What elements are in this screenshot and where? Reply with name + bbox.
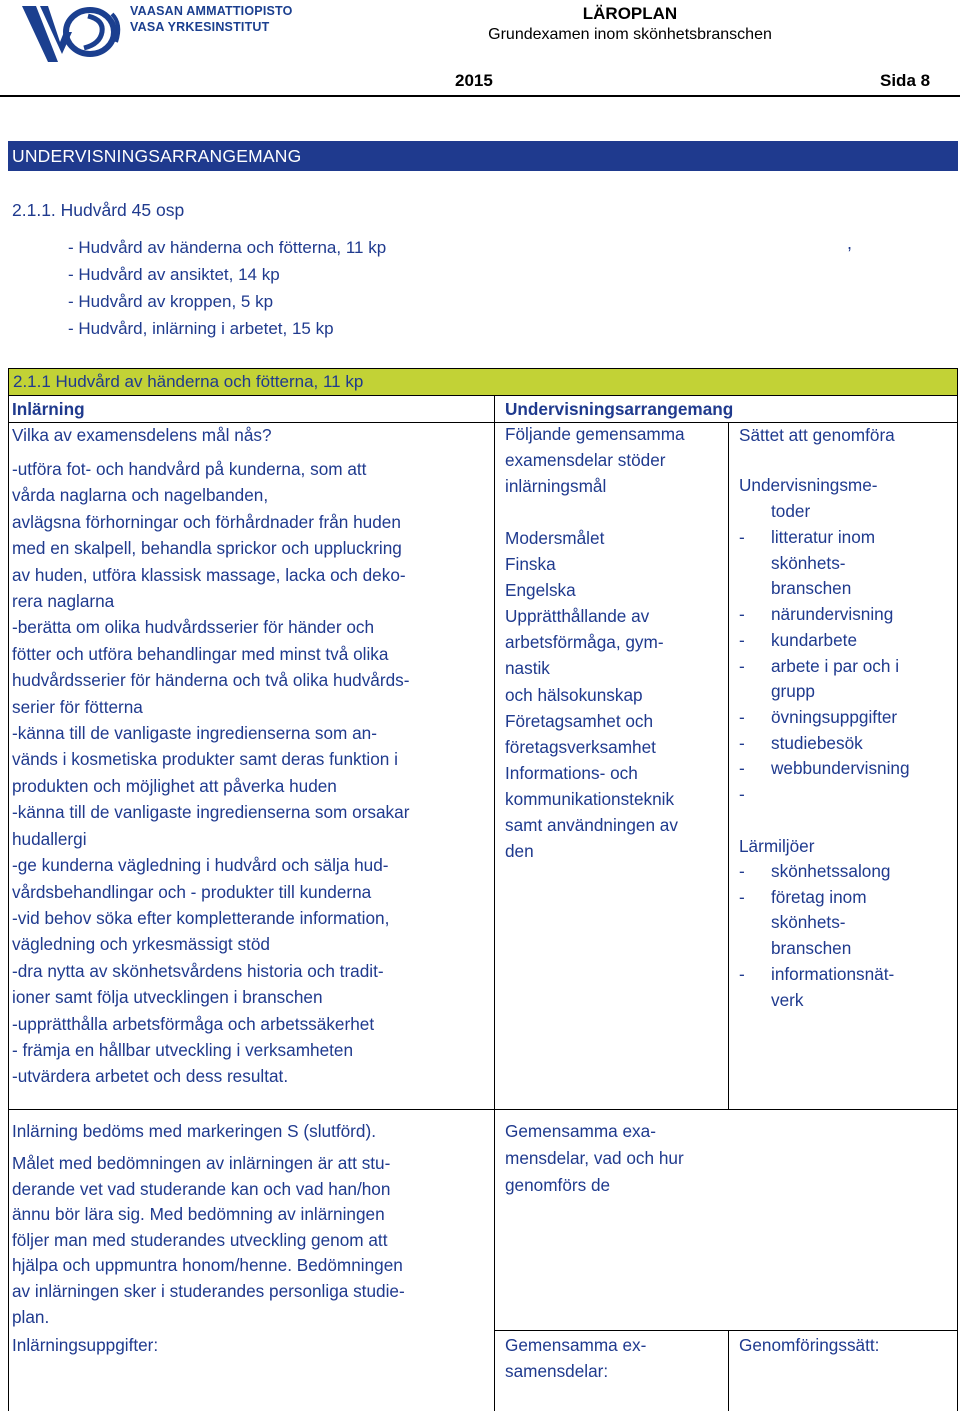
- goal-line: -ge kunderna vägledning i hudvård och sälja hud-: [12, 855, 389, 876]
- subject-line: kommunikationsteknik: [505, 788, 675, 809]
- goal-line: ioner samt följa utvecklingen i branschen: [12, 987, 323, 1008]
- table-divider-vertical: [728, 422, 729, 1110]
- goal-line: -utföra fot- och handvård på kunderna, som att: [12, 459, 367, 479]
- assessment-marking: Inlärning bedöms med markeringen S (slutförd).: [12, 1121, 376, 1141]
- assessment-line: följer man med studerandes utveckling genom att: [12, 1229, 388, 1250]
- goal-line: vänds i kosmetiska produkter samt deras funktion i: [12, 749, 398, 770]
- subject-line: samt användningen av: [505, 815, 678, 836]
- table-border-left: [8, 396, 9, 1411]
- environments-title: Lärmiljöer: [739, 836, 815, 856]
- goal-line: -dra nytta av skönhetsvårdens historia och tradit-: [12, 960, 384, 981]
- module-title-bar: [8, 368, 958, 396]
- assessment-common-parts: [505, 1118, 684, 1199]
- heading-line: inlärningsmål: [505, 475, 607, 496]
- common-parts-label: [505, 1332, 646, 1384]
- assessment-line: plan.: [12, 1306, 50, 1327]
- subsection-item: - Hudvård, inlärning i arbetet, 15 kp: [68, 319, 334, 338]
- document-subtitle: Grundexamen inom skönhetsbranschen: [488, 26, 772, 43]
- subject-line: Modersmålet: [505, 528, 605, 548]
- subject-line: den: [505, 841, 534, 862]
- assessment-paragraph: [12, 1151, 405, 1330]
- subject-line: Finska: [505, 554, 556, 575]
- goal-line: fötter och utföra behandlingar med minst två olika: [12, 643, 389, 664]
- method-item: - närundervisning: [739, 604, 894, 625]
- goal-line: rera naglarna: [12, 591, 115, 612]
- subject-line: nastik: [505, 658, 550, 679]
- goals-list: [12, 456, 409, 1090]
- methods-list: [739, 525, 910, 808]
- goal-line: hudallergi: [12, 828, 87, 849]
- assessment-mid-line: mensdelar, vad och hur: [505, 1148, 684, 1168]
- goal-line: -känna till de vanligaste ingredienserna som orsakar: [12, 802, 410, 823]
- goal-line: -känna till de vanligaste ingredienserna som an-: [12, 723, 377, 744]
- goal-line: med en skalpell, behandla sprickor och uppluckring: [12, 538, 402, 559]
- method-item: - studiebesök: [739, 732, 863, 753]
- assessment-line: derande vet vad studerande kan och vad han/hon: [12, 1178, 391, 1199]
- methods-title-line: Undervisningsme-: [739, 475, 878, 495]
- table-divider-horizontal: [8, 1109, 958, 1110]
- methods-title: [739, 473, 878, 524]
- school-logo: [18, 2, 128, 68]
- goal-line: hudvårdsserier för händerna och två olika hudvårds-: [12, 670, 410, 691]
- environment-item: - informationsnät- verk: [739, 963, 895, 1010]
- goal-line: vårda naglarna och nagelbanden,: [12, 485, 269, 506]
- subject-line: och hälsokunskap: [505, 684, 643, 705]
- environment-item: - företag inom skönhets- branschen: [739, 886, 867, 959]
- methods-title-line: toder: [771, 500, 811, 521]
- common-parts-line: Gemensamma ex-: [505, 1335, 647, 1355]
- column-header-undervisning: Undervisningsarrangemang: [505, 399, 734, 419]
- subject-line: Engelska: [505, 580, 576, 601]
- subject-line: Informations- och: [505, 762, 638, 783]
- assessment-mid-line: Gemensamma exa-: [505, 1121, 656, 1141]
- goal-line: -berätta om olika hudvårdsserier för händer och: [12, 617, 375, 638]
- common-parts-line: samensdelar:: [505, 1361, 609, 1381]
- method-item: - kundarbete: [739, 629, 858, 650]
- module-title: 2.1.1 Hudvård av händerna och fötterna, 11 kp: [13, 372, 364, 391]
- table-divider-vertical: [494, 396, 495, 1411]
- goals-question: Vilka av examensdelens mål nås?: [12, 425, 272, 445]
- assessment-line: hjälpa och uppmuntra honom/henne. Bedömningen: [12, 1255, 403, 1276]
- goal-line: vårdsbehandlingar och - produkter till kunderna: [12, 881, 372, 902]
- goal-line: produkten och möjlighet att påverka huden: [12, 775, 337, 796]
- method-item: - webbundervisning: [739, 758, 910, 779]
- stray-comma: ,: [847, 233, 853, 253]
- goal-line: av huden, utföra klassisk massage, lacka och deko-: [12, 564, 406, 585]
- goal-line: - främja en hållbar utveckling i verksamheten: [12, 1039, 354, 1060]
- goal-line: -utvärdera arbetet och dess resultat.: [12, 1066, 289, 1087]
- implementation-label: Genomföringssätt:: [739, 1335, 880, 1355]
- method-item: - litteratur inom skönhets- branschen: [739, 527, 876, 599]
- page-header: [0, 0, 960, 96]
- environments-list: [739, 859, 894, 1013]
- subject-line: Upprätthållande av: [505, 606, 650, 627]
- org-name-swedish: VASA YRKESINSTITUT: [130, 20, 270, 34]
- heading-line: Följande gemensamma: [505, 424, 685, 444]
- table-border-right: [957, 396, 958, 1411]
- subsection-item: - Hudvård av händerna och fötterna, 11 kp: [68, 238, 387, 257]
- page-number: Sida 8: [880, 71, 931, 90]
- table-divider-vertical: [728, 1330, 729, 1411]
- org-name-finnish: VAASAN AMMATTIOPISTO: [130, 4, 293, 18]
- subsection-item: - Hudvård av kroppen, 5 kp: [68, 292, 274, 311]
- heading-line: examensdelar stöder: [505, 449, 666, 470]
- subject-line: arbetsförmåga, gym-: [505, 632, 664, 653]
- goal-line: -vid behov söka efter kompletterande information,: [12, 907, 390, 928]
- subsection-title: 2.1.1. Hudvård 45 osp: [12, 200, 185, 220]
- common-parts-heading: [505, 422, 685, 499]
- subject-line: Företagsamhet och: [505, 710, 654, 731]
- assessment-line: Målet med bedömningen av inlärningen är att stu-: [12, 1153, 391, 1173]
- table-divider-horizontal: [494, 1330, 958, 1331]
- document-year: 2015: [455, 71, 493, 90]
- document-title: LÄROPLAN: [582, 4, 678, 23]
- goal-line: avlägsna förhorningar och förhårdnader från huden: [12, 511, 401, 532]
- environment-item: - skönhetssalong: [739, 861, 891, 881]
- method-item: - arbete i par och i grupp: [739, 655, 900, 702]
- method-item: - övningsuppgifter: [739, 706, 898, 727]
- assessment-line: av inlärningen sker i studerandes personliga studie-: [12, 1280, 405, 1301]
- header-rule: [0, 95, 960, 97]
- section-banner: [8, 141, 958, 171]
- section-title: UNDERVISNINGSARRANGEMANG: [12, 146, 302, 166]
- subject-line: företagsverksamhet: [505, 736, 656, 757]
- method-item: -: [739, 784, 745, 805]
- subsection-item: - Hudvård av ansiktet, 14 kp: [68, 265, 280, 284]
- method-heading: Sättet att genomföra: [739, 425, 895, 445]
- learning-tasks-label: Inlärningsuppgifter:: [12, 1335, 159, 1355]
- column-header-inlarning: Inlärning: [12, 399, 85, 419]
- assessment-mid-line: genomförs de: [505, 1175, 611, 1195]
- assessment-line: ännu bör lära sig. Med bedömning av inlärningen: [12, 1204, 385, 1225]
- subsection-item-list: [68, 234, 386, 342]
- common-subjects-list: [505, 525, 678, 864]
- goal-line: vägledning och yrkesmässigt stöd: [12, 934, 270, 955]
- goal-line: serier för fötterna: [12, 696, 143, 717]
- goal-line: -upprätthålla arbetsförmåga och arbetssäkerhet: [12, 1013, 375, 1034]
